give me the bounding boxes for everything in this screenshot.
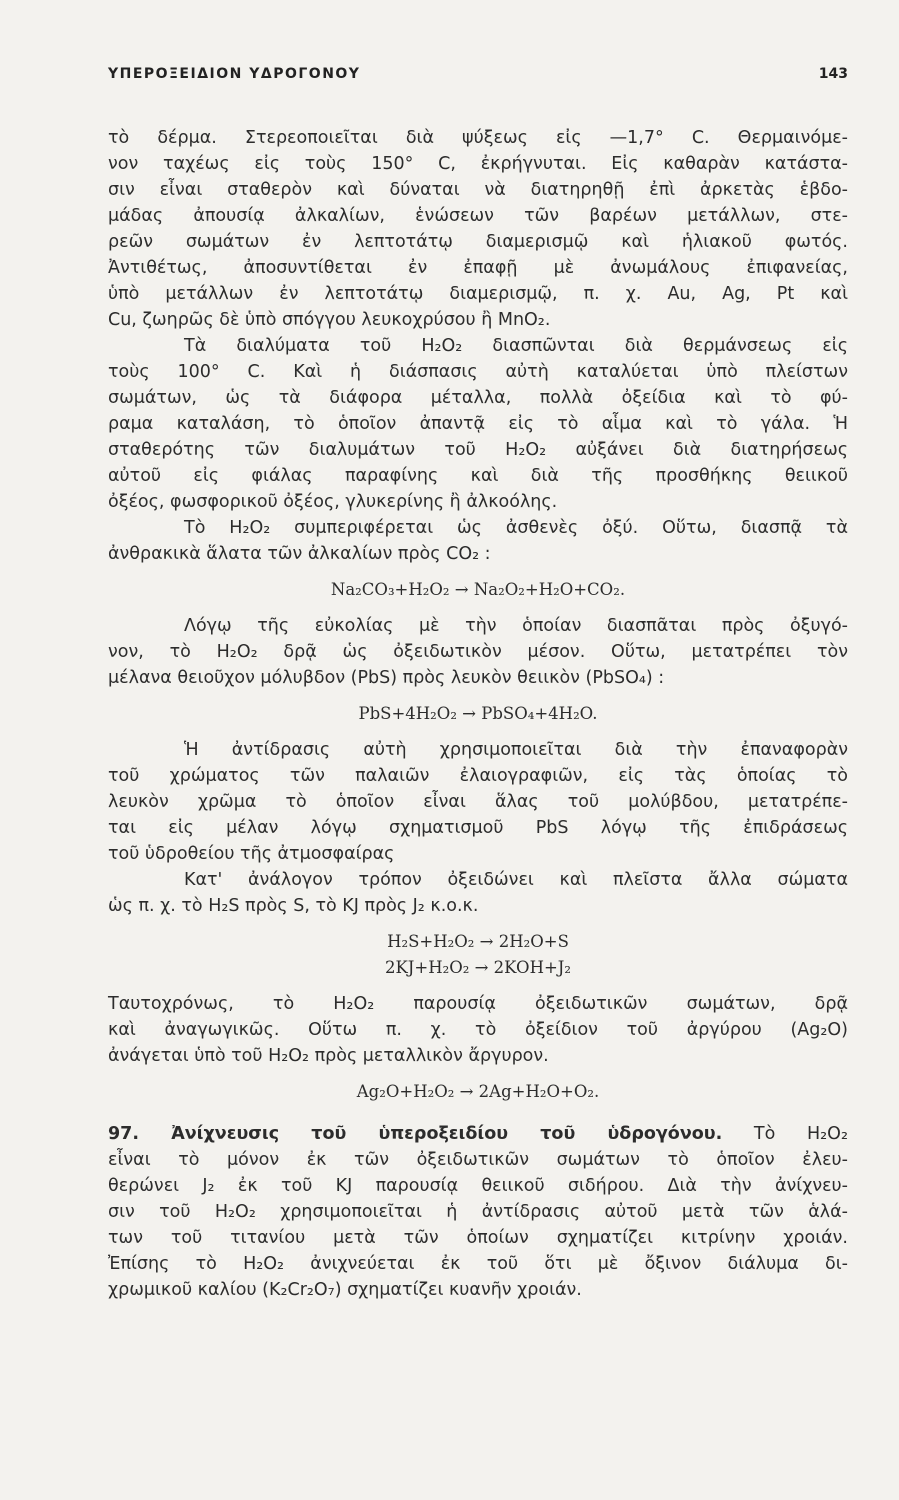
- text-line: ἀνθρακικὰ ἅλατα τῶν ἀλκαλίων πρὸς CO₂ :: [108, 544, 491, 564]
- text-line: Ἐπίσης τὸ H₂O₂ ἀνιχνεύεται ἐκ τοῦ ὅτι μὲ ὄξινον διάλυμα δι-: [108, 1254, 848, 1274]
- text-line: ὀξέος, φωσφορικοῦ ὀξέος, γλυκερίνης ἢ ἀλκοόλης.: [108, 492, 558, 512]
- paragraph-5: [108, 737, 848, 867]
- text-line: ρεῶν σωμάτων ἐν λεπτοτάτῳ διαμερισμῷ καὶ ἡλιακοῦ φωτός.: [108, 232, 848, 252]
- text-line: θερώνει J₂ ἐκ τοῦ KJ παρουσίᾳ θειικοῦ σιδήρου. Διὰ τὴν ἀνίχνευ-: [108, 1176, 848, 1196]
- text-line: σωμάτων, ὡς τὰ διάφορα μέταλλα, πολλὰ ὀξείδια καὶ τὸ φύ-: [108, 388, 848, 408]
- paragraph-6: [108, 867, 848, 919]
- section-heading: 97. Ἀνίχνευσις τοῦ ὑπεροξειδίου τοῦ ὑδρογόνου.: [108, 1124, 723, 1144]
- text-line: εἶναι τὸ μόνον ἐκ τῶν ὀξειδωτικῶν σωμάτων τὸ ὁποῖον ἐλευ-: [108, 1150, 848, 1170]
- text-fragment: Τὸ H₂O₂: [753, 1124, 848, 1144]
- paragraph-3: [108, 515, 848, 567]
- section-first-line: [108, 1121, 848, 1147]
- section-97: [108, 1121, 848, 1303]
- text-line: ραμα καταλάση, τὸ ὁποῖον ἀπαντᾷ εἰς τὸ αἷμα καὶ τὸ γάλα. Ἡ: [108, 414, 848, 434]
- paragraph-1: [108, 125, 848, 333]
- equation-5: Ag₂O+H₂O₂ → 2Ag+H₂O+O₂.: [356, 1082, 600, 1101]
- text-line: τοὺς 100° C. Καὶ ἡ διάσπασις αὐτὴ καταλύεται ὑπὸ πλείστων: [108, 362, 848, 382]
- text-line: τὸ δέρμα. Στερεοποιεῖται διὰ ψύξεως εἰς —1,7° C. Θερμαινόμε-: [108, 128, 848, 148]
- text-line: μάδας ἀπουσίᾳ ἀλκαλίων, ἑνώσεων τῶν βαρέων μετάλλων, στε-: [108, 206, 848, 226]
- text-line: Λόγῳ τῆς εὐκολίας μὲ τὴν ὁποίαν διασπᾶται πρὸς ὀξυγό-: [184, 616, 848, 636]
- text-line: ται εἰς μέλαν λόγῳ σχηματισμοῦ PbS λόγῳ τῆς ἐπιδράσεως: [108, 818, 848, 838]
- equation-1: Na₂CO₃+H₂O₂ → Na₂O₂+H₂O+CO₂.: [330, 580, 626, 599]
- text-line: χρωμικοῦ καλίου (K₂Cr₂O₇) σχηματίζει κυανῆν χροιάν.: [108, 1280, 582, 1300]
- equation-2: PbS+4H₂O₂ → PbSO₄+4H₂O.: [358, 704, 598, 723]
- text-line: Ἡ ἀντίδρασις αὐτὴ χρησιμοποιεῖται διὰ τὴν ἐπαναφορὰν: [184, 740, 848, 760]
- text-line: ὑπὸ μετάλλων ἐν λεπτοτάτῳ διαμερισμῷ, π. χ. Au, Ag, Pt καὶ: [108, 284, 848, 304]
- text-line: Ταυτοχρόνως, τὸ H₂O₂ παρουσίᾳ ὀξειδωτικῶν σωμάτων, δρᾷ: [108, 994, 848, 1014]
- page-body: [108, 125, 848, 1303]
- text-line: λευκὸν χρῶμα τὸ ὁποῖον εἶναι ἅλας τοῦ μολύβδου, μετατρέπε-: [108, 792, 848, 812]
- running-header: [108, 66, 848, 90]
- text-line: Cu, ζωηρῶς δὲ ὑπὸ σπόγγου λευκοχρύσου ἢ MnO₂.: [108, 310, 551, 330]
- equation-3: H₂S+H₂O₂ → 2H₂O+S: [387, 932, 569, 951]
- chapter-title: ΥΠΕΡΟΞΕΙΔΙΟΝ ΥΔΡΟΓΟΝΟΥ: [108, 66, 361, 82]
- text-line: αὐτοῦ εἰς φιάλας παραφίνης καὶ διὰ τῆς προσθήκης θειικοῦ: [108, 466, 848, 486]
- text-line: Τὰ διαλύματα τοῦ H₂O₂ διασπῶνται διὰ θερμάνσεως εἰς: [184, 336, 848, 356]
- text-line: σταθερότης τῶν διαλυμάτων τοῦ H₂O₂ αὐξάνει διὰ διατηρήσεως: [108, 440, 848, 460]
- text-line: Ἀντιθέτως, ἀποσυντίθεται ἐν ἐπαφῇ μὲ ἀνωμάλους ἐπιφανείας,: [108, 258, 848, 278]
- text-line: των τοῦ τιτανίου μετὰ τῶν ὁποίων σχηματίζει κιτρίνην χροιάν.: [108, 1228, 848, 1248]
- paragraph-4: [108, 613, 848, 691]
- text-line: τοῦ ὑδροθείου τῆς ἀτμοσφαίρας: [108, 844, 395, 864]
- equation-4: 2KJ+H₂O₂ → 2KOH+J₂: [384, 958, 572, 977]
- text-line: καὶ ἀναγωγικῶς. Οὕτω π. χ. τὸ ὀξείδιον τοῦ ἀργύρου (Ag₂O): [108, 1020, 848, 1040]
- text-line: τοῦ χρώματος τῶν παλαιῶν ἐλαιογραφιῶν, εἰς τὰς ὁποίας τὸ: [108, 766, 848, 786]
- page-number: 143: [818, 66, 848, 82]
- text-line: σιν εἶναι σταθερὸν καὶ δύναται νὰ διατηρηθῇ ἐπὶ ἀρκετὰς ἑβδο-: [108, 180, 848, 200]
- text-line: Τὸ H₂O₂ συμπεριφέρεται ὡς ἀσθενὲς ὀξύ. Οὕτω, διασπᾷ τὰ: [184, 518, 848, 538]
- text-line: Κατ' ἀνάλογον τρόπον ὀξειδώνει καὶ πλεῖστα ἄλλα σώματα: [184, 870, 848, 890]
- text-line: νον, τὸ H₂O₂ δρᾷ ὡς ὀξειδωτικὸν μέσον. Οὕτω, μετατρέπει τὸν: [108, 642, 848, 662]
- text-line: ὡς π. χ. τὸ H₂S πρὸς S, τὸ KJ πρὸς J₂ κ.ο.κ.: [108, 896, 479, 916]
- text-line: σιν τοῦ H₂O₂ χρησιμοποιεῖται ἡ ἀντίδρασις αὐτοῦ μετὰ τῶν ἁλά-: [108, 1202, 848, 1222]
- text-line: ἀνάγεται ὑπὸ τοῦ H₂O₂ πρὸς μεταλλικὸν ἄργυρον.: [108, 1046, 549, 1066]
- text-line: μέλανα θειοῦχον μόλυβδον (PbS) πρὸς λευκὸν θειικὸν (PbSO₄) :: [108, 668, 665, 688]
- text-line: νον ταχέως εἰς τοὺς 150° C, ἐκρήγνυται. Εἰς καθαρὰν κατάστα-: [108, 154, 848, 174]
- paragraph-2: [108, 333, 848, 515]
- paragraph-7: [108, 991, 848, 1069]
